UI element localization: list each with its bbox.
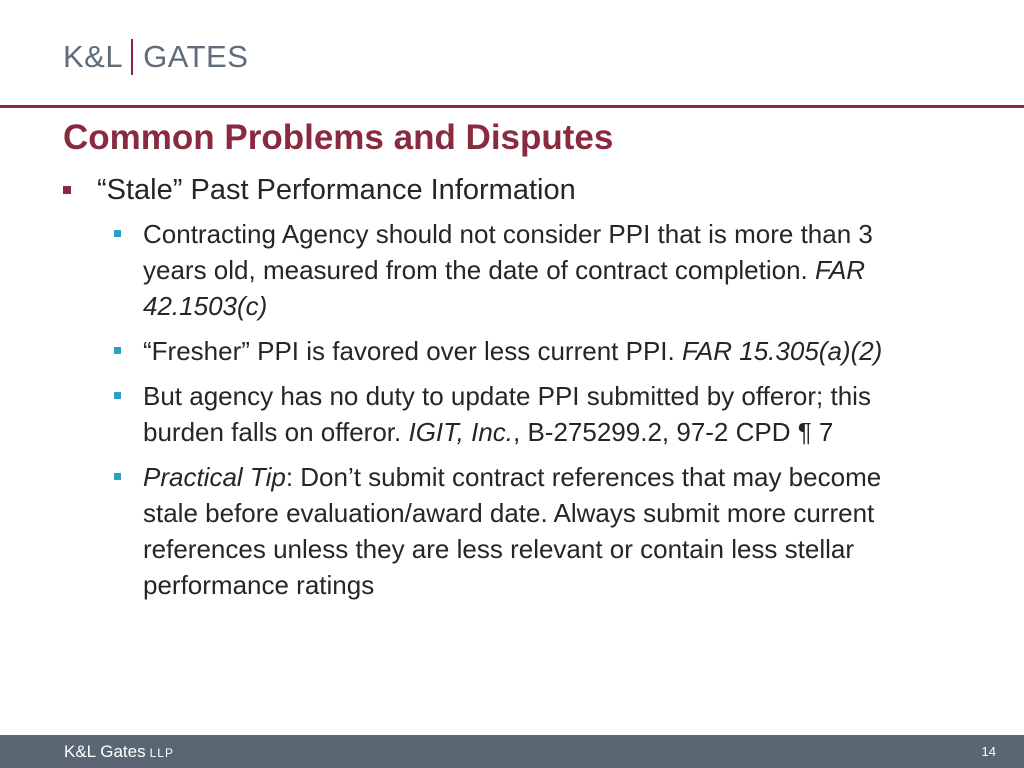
square-bullet-icon: [114, 230, 121, 237]
sub-bullet-text: [143, 216, 943, 324]
citation: FAR 15.305(a)(2): [681, 336, 883, 366]
logo-separator: [131, 39, 133, 75]
sub-bullet-text: [143, 378, 943, 450]
main-bullet-item: [63, 170, 963, 210]
company-logo: [63, 38, 248, 76]
square-bullet-icon: [114, 473, 121, 480]
slide-title: Common Problems and Disputes: [63, 118, 614, 157]
square-bullet-icon: [63, 186, 71, 194]
slide-content: [63, 170, 963, 612]
sub-bullet-body: Contracting Agency should not consider PPI that is more than 3 years old, measured from the date of contract completion.: [143, 219, 873, 285]
sub-bullet-item: [114, 378, 963, 450]
footer-brand: K&L Gates: [64, 742, 146, 761]
footer-logo: [64, 742, 174, 762]
logo-left-text: K&L: [63, 39, 124, 74]
footer-bar: [0, 735, 1024, 768]
sub-bullet-body: “Fresher” PPI is favored over less current PPI.: [143, 336, 682, 366]
sub-bullet-item: [114, 333, 963, 369]
sub-bullet-item: [114, 459, 963, 603]
footer-suffix: LLP: [149, 746, 174, 760]
logo-right-text: GATES: [143, 39, 249, 74]
sub-bullet-text: [143, 459, 943, 603]
sub-bullet-item: [114, 216, 963, 324]
main-bullet-text: “Stale” Past Performance Information: [97, 174, 576, 206]
sub-bullet-body: : Don’t submit contract references that may become stale before evaluation/award date. Always submit more current references unless they are less relevant or contain less stellar performance ratings: [143, 462, 882, 600]
sub-bullet-body: But agency has no duty to update PPI submitted by offeror; this burden falls on offeror.: [143, 381, 871, 447]
citation: FAR 42.1503(c): [143, 255, 866, 321]
header-divider: [0, 105, 1024, 108]
sub-bullet-list: [114, 216, 963, 603]
page-number: 14: [981, 744, 996, 759]
citation: IGIT, Inc.: [408, 417, 514, 447]
square-bullet-icon: [114, 347, 121, 354]
square-bullet-icon: [114, 392, 121, 399]
tip-label: Practical Tip: [143, 462, 286, 492]
sub-bullet-text: [143, 333, 943, 369]
citation-detail: , B-275299.2, 97-2 CPD ¶ 7: [513, 417, 834, 447]
